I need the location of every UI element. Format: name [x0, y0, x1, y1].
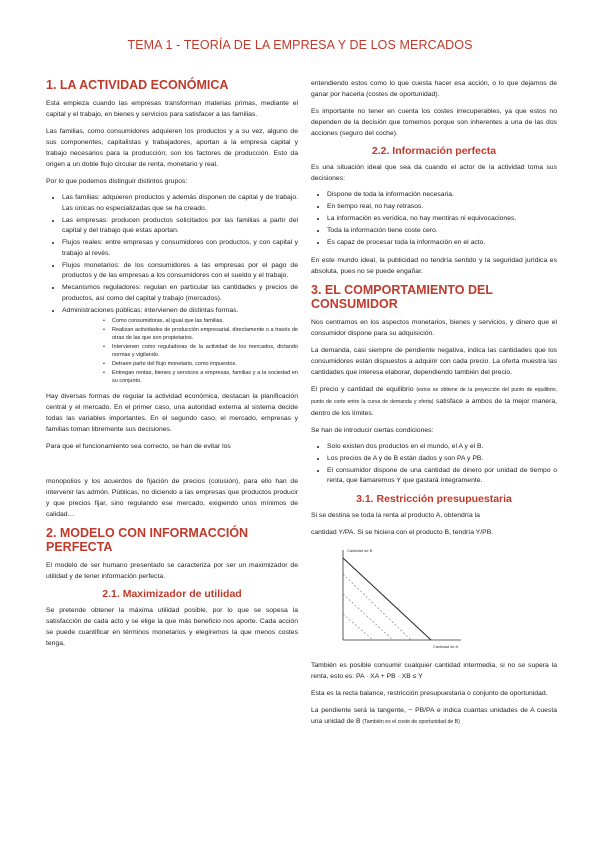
paragraph: Si se destina se toda la renta al producto A, obtendría la [311, 511, 480, 519]
sub-list-item: • Entregan rentas, bienes y servicios a empresas, familias y a la sociedad en su conjunto. [112, 369, 298, 385]
sub-list-item: • Intervienen como reguladoras de la actividad de los mercados, dictando normas y vigilando. [112, 343, 298, 359]
section-2-2-heading: 2.2. Información perfecta [371, 145, 497, 157]
paragraph: Hay diversas formas de regular la actividad económica, destacan la planificación central y el mercado. En el primer caso, una autoridad externa al sistema decide todas las variables importantes. En el segundo caso, el mercado, empresas y familias toman libremente sus decisiones. [46, 393, 298, 433]
paragraph: Es importante no tener en cuenta los costes irrecuperables, ya que estos no dependen de la decisión que tomemos porque son inherentes a una de las dos acciones (seguro del coche). [311, 108, 557, 137]
list-item: • Es capaz de procesar toda la información en el acto. [327, 238, 557, 249]
sub-list-item: • Detraen parte del flujo monetario, como impuestos. [112, 360, 298, 368]
paragraph: En este mundo ideal, la publicidad no tendría sentido y la seguridad jurídica es absoluta, pues no se puede engañar. [311, 256, 557, 275]
list-item: • El consumidor dispone de una cantidad de dinero por unidad de tiempo o renta, que llamaremos Y que gastará íntegramente. [327, 466, 557, 487]
list-item: • Flujos reales: entre empresas y consumidores con productos, y con capital y trabajo al revés. [62, 238, 298, 259]
paragraph: Esta empieza cuando las empresas transforman materias primas, mediante el capital y el trabajo, en bienes y servicios para satisfacer a las familias. [46, 100, 298, 118]
section-3-1-heading: 3.1. Restricción presupuestaria [356, 492, 512, 505]
paragraph [311, 705, 557, 728]
section-1-heading: 1. LA ACTIVIDAD ECONÓMICA [46, 78, 229, 92]
conditions-list [311, 190, 557, 249]
list-item: • Las empresas: producen productos solicitados por las familias a partir del capital y del trabajo que estas aportan. [62, 216, 298, 237]
text-span: La pendiente será la tangente, − PB/PA e indica cuantas unidades de A cuesta una unidad de B [311, 706, 557, 725]
section-2-1-heading: 2.1. Maximizador de utilidad [102, 588, 242, 600]
section-3-heading: 3. EL COMPORTAMIENTO DEL CONSUMIDOR [311, 282, 493, 311]
paragraph: entendiendo estos como lo que cuesta hacer esa acción, o lo que dejamos de ganar por hacerla (costes de oportunidad). [311, 80, 557, 98]
budget-line [343, 558, 431, 640]
list-item: • La información es verídica, no hay mentiras ni equivocaciones. [327, 214, 557, 225]
section-2-heading: 2. MODELO CON INFORMACCIÓN PERFECTA [46, 526, 249, 554]
list-item: • Los precios de A y de B están dados y son PA y PB. [327, 454, 557, 465]
text-span-small: (También es el coste de oportunidad de B) [362, 718, 460, 725]
text-span: El precio y cantidad de equilibrio [311, 385, 414, 393]
paragraph: Por lo que podemos distinguir distintos grupos: [46, 178, 188, 185]
paragraph: Esta es la recta balance, restricción presupuestaria o conjunto de oportunidad. [311, 689, 548, 697]
paragraph [311, 384, 557, 419]
list-item [62, 306, 298, 386]
sub-list-item: • Realizan actividades de producción empresarial, directamente o a través de otras de las que son propietarios. [112, 326, 298, 342]
paragraph: Es una situación ideal que sea da cuando el actor de la actividad toma sus decisiones: [311, 164, 557, 182]
paragraph: Las familias, como consumidores adquieren los productos y a su vez, alguno de sus componentes, capitalistas y trabajadores, aportan a la empresa capital y trabajo necesarios para la producción; son los factores de producción. Esto da origen a un doble flujo circular de renta, monetario y real. [46, 128, 298, 168]
text-span-small: (estos se obtiene de la proyección del punto de equilibrio, punto de corte entre la curva de demanda y oferta) [311, 386, 558, 405]
paragraph: Para que el funcionamiento sea correcto, se han de evitar los [46, 443, 231, 450]
groups-list [46, 193, 298, 385]
sub-list-item: • Como consumidoras, al igual que las familias. [112, 317, 298, 325]
paragraph: Se pretende obtener la máxima utilidad posible, por lo que se sopesa la satisfacción de cada acto y se elige la que más beneficio nos aporte. Cada acción se puede cuantificar en términos monetarios y elegiremos la que menos costes tenga, [46, 607, 298, 647]
paragraph: cantidad Y/PA. Si se hiciera con el producto B, tendría Y/PB. [311, 528, 494, 536]
text-span: satisface a ambos de la mejor manera, dentro de los límites. [311, 397, 557, 417]
paragraph: Nos centramos en los aspectos monetarios, bienes y servicios, y dinero que el consumidor dispone para su adquisición. [311, 318, 557, 337]
admin-sub-list [62, 317, 298, 385]
list-item: • Mecanismos reguladores: regulan en particular las cantidades y precios de productos, así como del capital y trabajo (mercados). [62, 283, 298, 304]
assumptions-list [311, 442, 557, 487]
list-item: • Solo existen dos productos en el mundo, el A y el B. [327, 442, 557, 453]
indifference-line [343, 614, 373, 640]
paragraph: Se han de introducir ciertas condiciones: [311, 426, 434, 434]
list-item: • Las familias: adquieren productos y además disponen de capital y de trabajo. Las únicas no especializadas que se ha creado. [62, 193, 298, 214]
list-item: • Toda la información tiene coste cero. [327, 226, 557, 237]
paragraph: La demanda, casi siempre de pendiente negativa, indica las cantidades que los consumidores están dispuestos a adquirir con cada precio. La oferta muestra las cantidades que interesa elaborar, dependiendo también del precio. [311, 346, 557, 376]
list-item: • Flujos monetarios: de los consumidores a las empresas por el pago de productos y de las empresas a los consumidores con el sueldo y el trabajo. [62, 261, 298, 282]
list-item: • En tiempo real, no hay retrasos. [327, 202, 557, 213]
left-column [46, 78, 298, 655]
paragraph: El modelo de ser humano presentado se caracteriza por ser un maximizador de utilidad y de tener información perfecta. [46, 562, 298, 580]
paragraph: monopolios y los acuerdos de fijación de precios (colusión), para ello han de intervenir las admón. Públicas, no diciendo a las empresas que productos producir y que precios fijar, sino regulando ese mercado, exigiendo unos mínimos de calidad… [46, 478, 298, 518]
budget-line-graph [321, 544, 471, 654]
indifference-line [343, 594, 393, 640]
x-axis-label: Cantidad de A [433, 643, 459, 649]
paragraph: También es posible consumir cualquier cantidad intermedia, si no se supera la renta, esto es: PA · XA + PB · XB ≤ Y [311, 661, 557, 680]
list-item: • Dispone de toda la información necesaria. [327, 190, 557, 201]
indifference-line [343, 574, 411, 640]
page-title: TEMA 1 - TEORÍA DE LA EMPRESA Y DE LOS MERCADOS [127, 38, 473, 52]
y-axis-label: Cantidad de B [347, 547, 373, 553]
list-item-text: Administraciones públicas: intervienen de distintas formas. [62, 306, 239, 314]
right-column [311, 78, 557, 734]
